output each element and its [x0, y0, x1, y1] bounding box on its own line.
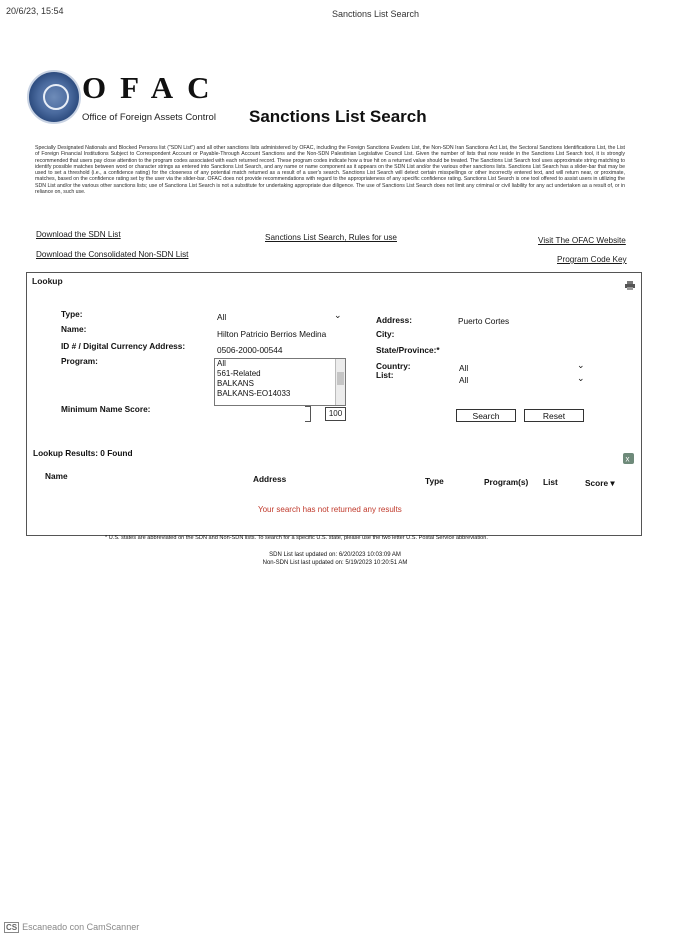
page-title: Sanctions List Search — [249, 107, 427, 126]
results-title: Lookup Results: 0 Found — [33, 448, 133, 458]
score-slider-handle[interactable] — [305, 406, 311, 422]
sdn-updated: SDN List last updated on: 6/20/2023 10:03:09 AM — [269, 552, 401, 558]
address-input[interactable]: Puerto Cortes — [458, 316, 510, 326]
name-label: Name: — [61, 324, 87, 334]
col-type[interactable]: Type — [425, 476, 444, 486]
svg-text:x: x — [625, 454, 630, 464]
chevron-down-icon[interactable]: ⌄ — [577, 373, 585, 383]
list-select[interactable]: All — [459, 375, 469, 385]
search-button[interactable]: Search — [456, 409, 516, 422]
name-input[interactable]: Hilton Patricio Berrios Medina — [217, 329, 327, 339]
excel-export-icon[interactable] — [623, 453, 634, 466]
intro-paragraph: Specially Designated Nationals and Blocked Persons list ("SDN List") and all other sanctions lists administered by OFAC, including the Foreign Sanctions Evaders List, the Non-SDN Iran Sanctions Act List, the Sectoral Sanctions Identifications List, the List of Foreign Financial Institutions Subject to Correspondent Account or Payable-Through Account Sanctions and the Non-SDN Palestinian Legislative Council List. Given the number of lists that now reside in the Sanctions List Search tool, it is strongly recommended that users pay close attention to the program codes associated with each returned record. These program codes indicate how a true hit on a returned value should be treated. The Sanctions List Search tool uses approximate string matching to identify possible matches between word or character strings as entered into Sanctions List Search, and any name or name component as it appears on the SDN List and/or the various other sanctions lists. Sanctions List Search has a slider-bar that may be used to set a threshold (i.e., a confidence rating) for the closeness of any potential match returned as a result of a user's search. Sanctions List Search will detect certain misspellings or other incorrectly entered text, and will return near, or proximate, matches, based on the confidence rating set by the user via the slider-bar. OFAC does not provide recommendations with regard to the appropriateness of any specific confidence rating. Sanctions List Search is one tool offered to assist users in utilizing the SDN List and/or the various other sanctions lists; use of Sanctions List Search is not a substitute for undertaking appropriate due diligence. The use of Sanctions List Search does not limit any criminal or civil liability for any act undertaken as a result of, or in reliance on, such use. — [35, 145, 625, 196]
program-option[interactable]: BALKANS — [217, 379, 254, 388]
program-label: Program: — [61, 356, 98, 366]
rules-link[interactable]: Sanctions List Search, Rules for use — [265, 233, 397, 242]
program-option[interactable]: 561-Related — [217, 369, 261, 378]
camscanner-text: Escaneado con CamScanner — [22, 922, 140, 932]
camscanner-logo-icon: CS — [6, 923, 18, 932]
program-listbox[interactable] — [214, 358, 346, 406]
col-address[interactable]: Address — [253, 474, 287, 484]
min-score-input[interactable]: 100 — [325, 407, 346, 421]
download-non-sdn-link[interactable]: Download the Consolidated Non-SDN List — [36, 250, 189, 259]
country-label: Country: — [376, 361, 411, 371]
download-sdn-link[interactable]: Download the SDN List — [36, 230, 121, 239]
camscanner-watermark — [4, 922, 139, 933]
col-programs[interactable]: Program(s) — [484, 477, 529, 487]
print-page-title: Sanctions List Search — [332, 9, 420, 19]
type-select[interactable]: All — [217, 312, 227, 322]
program-option[interactable]: BALKANS-EO14033 — [217, 389, 291, 398]
type-label: Type: — [61, 309, 83, 319]
country-select[interactable]: All — [459, 363, 469, 373]
min-score-label: Minimum Name Score: — [61, 404, 151, 414]
address-label: Address: — [376, 315, 412, 325]
reset-button[interactable]: Reset — [524, 409, 584, 422]
visit-ofac-link[interactable]: Visit The OFAC Website — [538, 236, 626, 245]
no-results-message: Your search has not returned any results — [258, 505, 402, 514]
state-abbreviation-note: * U.S. states are abbreviated on the SDN and Non-SDN lists. To search for a specific U.S. state, please use the two letter U.S. Postal Service abbreviation. — [105, 535, 488, 541]
program-scrollbar[interactable] — [335, 359, 345, 405]
city-label: City: — [376, 329, 395, 339]
lookup-title: Lookup — [32, 276, 63, 286]
non-sdn-updated: Non-SDN List last updated on: 5/19/2023 10:20:51 AM — [262, 560, 408, 566]
state-label: State/Province:* — [376, 345, 440, 355]
program-option[interactable]: All — [217, 359, 226, 368]
ofac-logo-text: OFAC — [82, 70, 224, 105]
chevron-down-icon[interactable]: ⌄ — [334, 310, 342, 320]
ofac-logo-subtitle: Office of Foreign Assets Control — [82, 112, 216, 123]
col-name[interactable]: Name — [45, 471, 68, 481]
list-label: List: — [376, 370, 394, 380]
id-label: ID # / Digital Currency Address: — [61, 341, 186, 351]
col-score[interactable]: Score ▾ — [585, 478, 615, 488]
id-input[interactable]: 0506-2000-00544 — [217, 345, 283, 355]
program-code-key-link[interactable]: Program Code Key — [557, 255, 627, 264]
treasury-seal-icon — [27, 70, 81, 124]
col-list[interactable]: List — [543, 477, 558, 487]
print-icon[interactable] — [625, 281, 635, 292]
print-timestamp: 20/6/23, 15:54 — [6, 6, 64, 16]
chevron-down-icon[interactable]: ⌄ — [577, 360, 585, 370]
